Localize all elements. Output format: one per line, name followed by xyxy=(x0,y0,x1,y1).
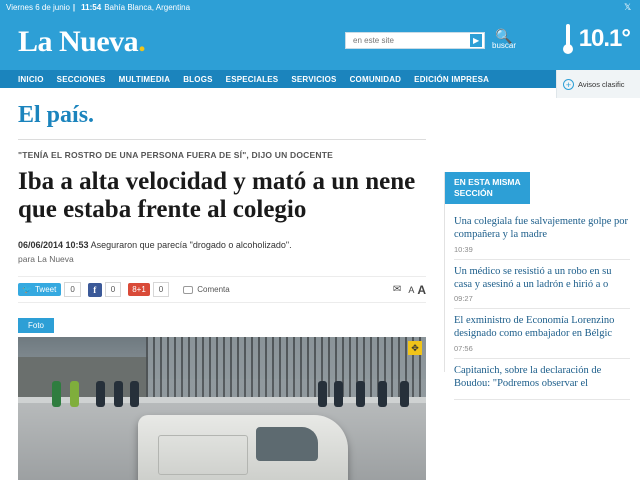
utility-bar xyxy=(0,0,640,14)
search-label: buscar xyxy=(492,41,517,50)
comment-label: Comenta xyxy=(197,285,230,294)
article-date: 06/06/2014 10:53 xyxy=(18,240,89,250)
photo-person xyxy=(114,381,123,407)
nav-item-blogs[interactable]: BLOGS xyxy=(183,74,213,84)
list-item[interactable] xyxy=(454,309,630,359)
font-increase-button[interactable]: A xyxy=(417,282,426,297)
photo-person xyxy=(378,381,387,407)
search-submit-button[interactable]: ▶ xyxy=(470,34,482,47)
photo-person xyxy=(52,381,61,407)
search-icon: 🔍 xyxy=(495,28,513,44)
list-item-time: 09:27 xyxy=(454,294,473,304)
comment-bubble-icon xyxy=(183,286,193,294)
list-item-title: El exministro de Economía Lorenzino designado como embajador en Bélgic xyxy=(454,315,615,340)
temperature-value: 10.1° xyxy=(578,25,630,52)
search-input[interactable] xyxy=(351,35,470,46)
article-summary: Aseguraron que parecía "drogado o alcoholizado". xyxy=(90,240,292,250)
photo-person xyxy=(356,381,365,407)
sidebar-list xyxy=(444,204,640,399)
sidebar-divider xyxy=(444,172,445,372)
photo-person xyxy=(400,381,409,407)
main-nav xyxy=(0,70,640,88)
plus-circle-icon: + xyxy=(563,79,574,90)
list-item-time: 10:39 xyxy=(454,244,473,254)
nav-item-edicion-impresa[interactable]: EDICIÓN IMPRESA xyxy=(414,74,490,84)
search-area xyxy=(345,30,516,51)
article-photo[interactable] xyxy=(18,337,426,480)
weather-widget xyxy=(563,24,630,54)
sidebar-title: EN ESTA MISMA SECCIÓN xyxy=(444,172,530,204)
current-location: Bahía Blanca, Argentina xyxy=(104,2,191,12)
nav-item-comunidad[interactable]: COMUNIDAD xyxy=(349,74,402,84)
list-item[interactable] xyxy=(454,260,630,310)
list-item-title: Una colegiala fue salvajemente golpe por compañera y la madre xyxy=(454,216,629,241)
mail-icon[interactable]: ✉ xyxy=(392,284,402,295)
current-time: 11:54 xyxy=(81,2,102,12)
article-column xyxy=(0,88,444,480)
sidebar-column xyxy=(444,88,640,480)
list-item[interactable] xyxy=(454,359,630,400)
photo-person xyxy=(334,381,343,407)
gplus-button[interactable]: 8+1 xyxy=(128,283,150,296)
search-box[interactable] xyxy=(345,32,485,49)
tweet-label: Tweet xyxy=(34,285,57,294)
photo-tab[interactable]: Foto xyxy=(18,318,54,333)
list-item[interactable] xyxy=(454,210,630,260)
twitter-icon[interactable]: 𝕏 xyxy=(624,2,632,12)
classifieds-label: Avisos clasific xyxy=(578,79,625,89)
photo-overturned-car xyxy=(138,415,348,480)
gplus-count: 0 xyxy=(153,282,169,297)
article-kicker: "TENÍA EL ROSTRO DE UNA PERSONA FUERA DE SÍ", DIJO UN DOCENTE xyxy=(18,150,333,160)
comment-link[interactable] xyxy=(183,285,229,294)
photo-person xyxy=(96,381,105,407)
list-item-time: 07:56 xyxy=(454,344,473,354)
section-title[interactable]: El país. xyxy=(18,102,95,128)
expand-icon[interactable]: ✥ xyxy=(408,341,422,355)
nav-item-servicios[interactable]: SERVICIOS xyxy=(291,74,337,84)
thermometer-icon xyxy=(563,24,573,54)
article-byline: para La Nueva xyxy=(18,254,74,264)
social-toolbar xyxy=(18,276,426,303)
page-content xyxy=(0,88,640,480)
current-date: Viernes 6 de junio xyxy=(6,2,70,12)
article-tools xyxy=(393,283,426,297)
nav-item-inicio[interactable]: INICIO xyxy=(18,74,44,84)
nav-item-multimedia[interactable]: MULTIMEDIA xyxy=(118,74,171,84)
tweet-button[interactable] xyxy=(18,283,61,296)
facebook-count: 0 xyxy=(105,282,121,297)
list-item-title: Un médico se resistió a un robo en su casa y asesinó a un ladrón e hirió a o xyxy=(454,265,612,290)
article-headline: Iba a alta velocidad y mató a un nene que estaba frente al colegio xyxy=(18,168,416,223)
list-item-title: Capitanich, sobre la declaración de Boudou: "Podremos observar el xyxy=(454,365,602,389)
date-separator: | xyxy=(72,2,76,12)
site-logo[interactable] xyxy=(18,27,145,57)
nav-item-especiales[interactable]: ESPECIALES xyxy=(225,74,279,84)
nav-item-secciones[interactable]: SECCIONES xyxy=(56,74,106,84)
photo-person xyxy=(318,381,327,407)
photo-wall xyxy=(18,357,148,402)
font-decrease-button[interactable]: A xyxy=(408,284,415,295)
photo-person xyxy=(130,381,139,407)
twitter-bird-icon: 🐦 xyxy=(22,285,32,294)
section-divider xyxy=(18,139,426,140)
site-logo-text: La Nueva xyxy=(18,25,139,58)
article-meta xyxy=(18,240,426,250)
site-logo-dot: . xyxy=(138,25,146,58)
masthead xyxy=(0,14,640,70)
search-label-group[interactable] xyxy=(492,30,516,51)
photo-person xyxy=(70,381,79,407)
facebook-icon[interactable]: f xyxy=(88,283,102,297)
tweet-count: 0 xyxy=(64,282,80,297)
